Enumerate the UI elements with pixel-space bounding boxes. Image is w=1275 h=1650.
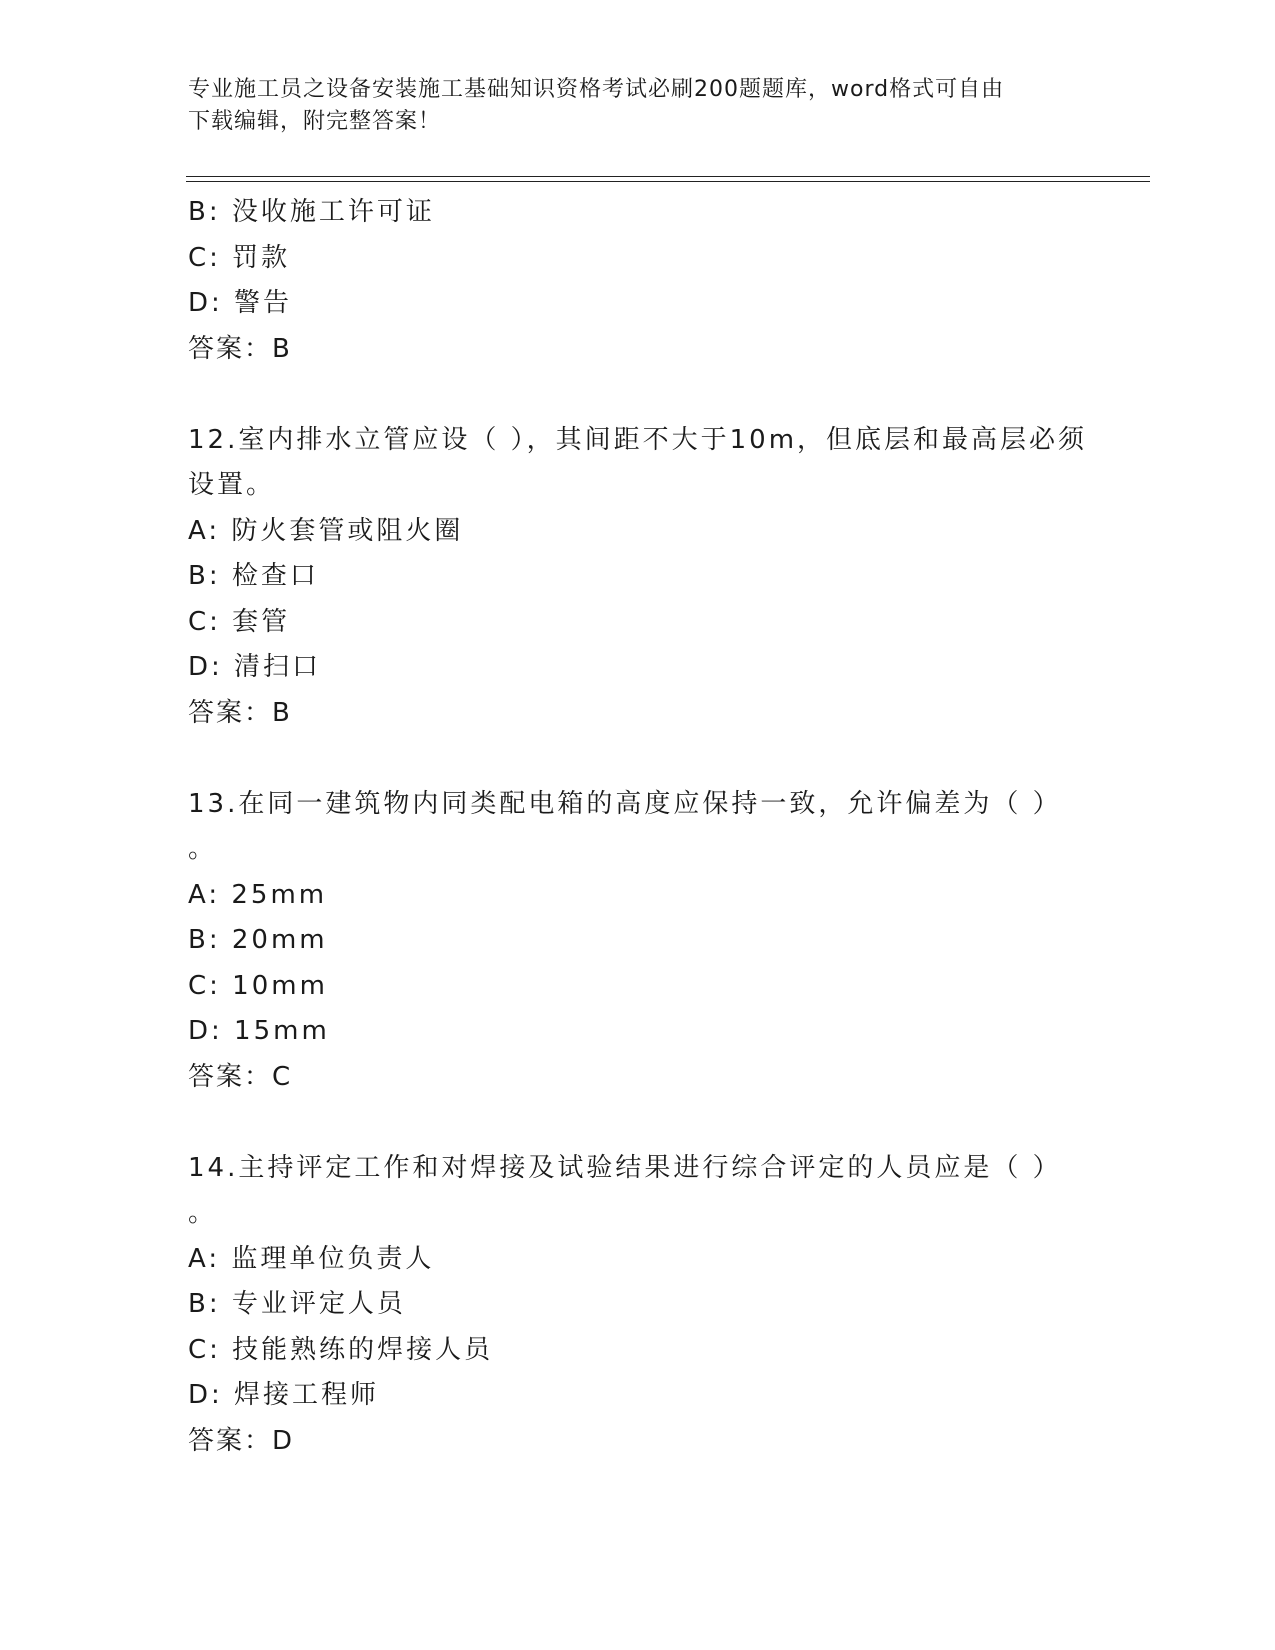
answer: 答案：D (188, 1425, 295, 1456)
option-c: C: 技能熟练的焊接人员 (188, 1334, 494, 1365)
question-list (188, 190, 1088, 1464)
option-c: C: 罚款 (188, 242, 291, 273)
option-a: A: 监理单位负责人 (188, 1243, 435, 1274)
question-text-line-2: 。 (188, 834, 218, 864)
header-rule-bottom (186, 181, 1150, 182)
option-a: A: 25mm (188, 879, 328, 910)
spacer (188, 372, 1088, 418)
question-block-12 (188, 418, 1088, 737)
question-block-11 (188, 190, 1088, 372)
option-c: C: 10mm (188, 970, 328, 1001)
option-b: B: 专业评定人员 (188, 1289, 406, 1319)
spacer (188, 736, 1088, 782)
answer: 答案：B (188, 697, 292, 728)
header-title-line-1: 专业施工员之设备安装施工基础知识资格考试必刷200题题库，word格式可自由 (188, 77, 1005, 102)
document-header (188, 74, 1068, 138)
spacer (188, 1100, 1088, 1146)
option-d: D: 警告 (188, 288, 293, 318)
question-text-line-2: 。 (188, 1198, 218, 1228)
question-text-line-1: 14.主持评定工作和对焊接及试验结果进行综合评定的人员应是（ ） (188, 1152, 1062, 1183)
question-block-14 (188, 1146, 1088, 1465)
option-c: C: 套管 (188, 606, 291, 637)
question-text-line-2: 设置。 (188, 470, 276, 500)
question-text-line-1: 13.在同一建筑物内同类配电箱的高度应保持一致，允许偏差为（ ） (188, 788, 1062, 819)
option-d: D: 焊接工程师 (188, 1380, 380, 1410)
answer: 答案：B (188, 333, 292, 364)
option-b: B: 检查口 (188, 561, 319, 591)
option-d: D: 清扫口 (188, 652, 322, 682)
option-d: D: 15mm (188, 1016, 330, 1046)
option-b: B: 没收施工许可证 (188, 197, 435, 227)
header-rule-top (186, 176, 1150, 177)
question-block-13 (188, 782, 1088, 1101)
question-text-line-1: 12.室内排水立管应设（ ），其间距不大于10m，但底层和最高层必须 (188, 424, 1088, 455)
header-title-line-2: 下载编辑，附完整答案！ (188, 109, 442, 134)
option-a: A: 防火套管或阻火圈 (188, 515, 464, 546)
answer: 答案：C (188, 1061, 293, 1092)
option-b: B: 20mm (188, 925, 328, 955)
